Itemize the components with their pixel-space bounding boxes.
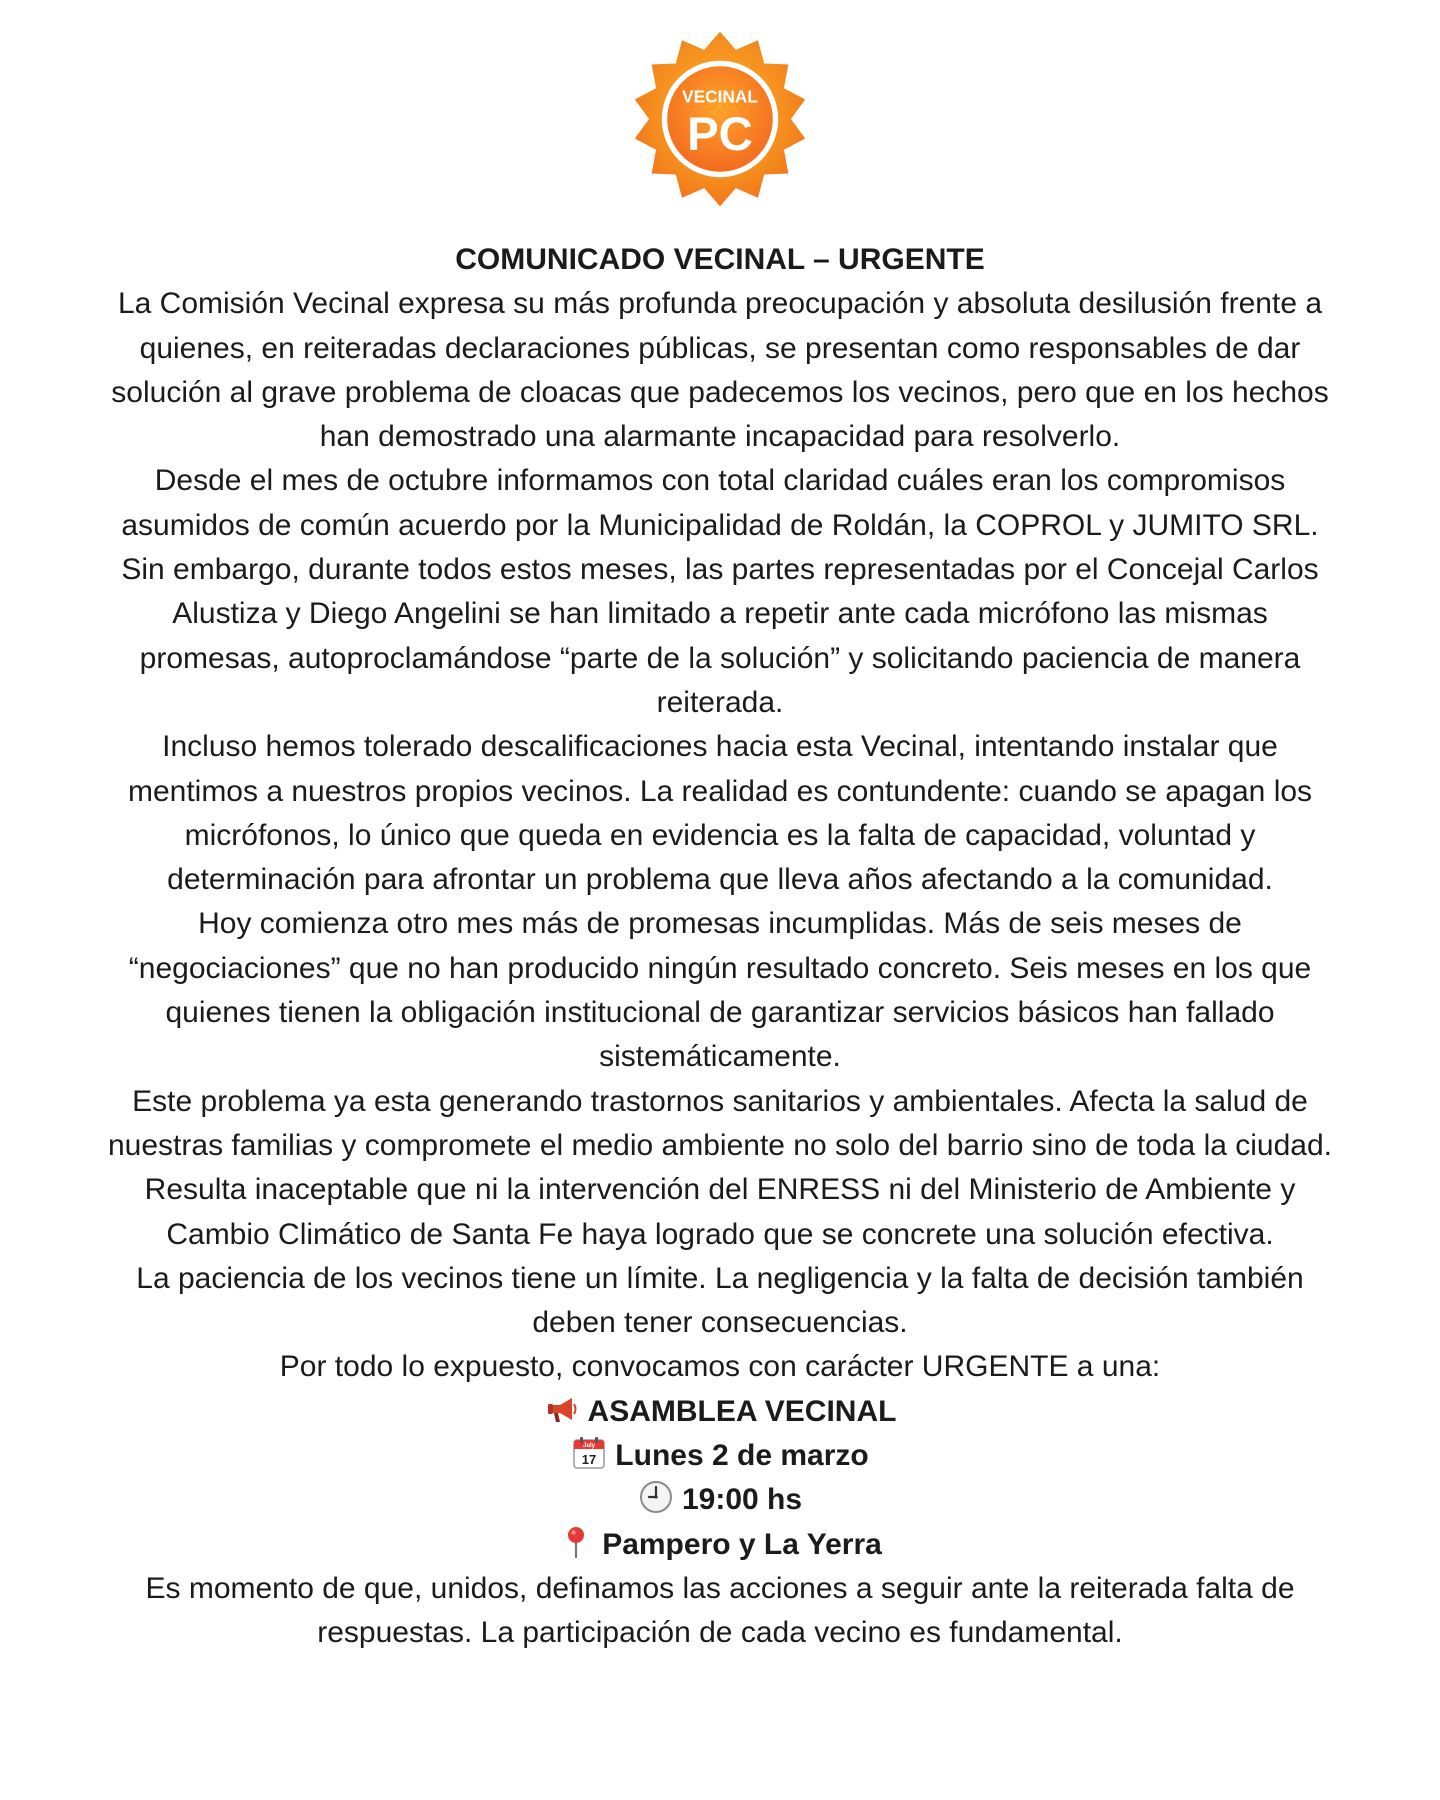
paragraph-3: Incluso hemos tolerado descalificaciones hacia esta Vecinal, intentando instalar que mentimos a nuestros propios vecinos. La realidad es contundente: cuando se apagan los micrófonos, lo único que queda en evidencia es la falta de capacidad, voluntad y determinación para afrontar un problema que lleva años afectando a la comunidad. [127,730,1313,897]
paragraph-7: Por todo lo expuesto, convocamos con carácter URGENTE a una: [279,1350,1161,1384]
megaphone-icon [544,1391,580,1427]
event-name: ASAMBLEA VECINAL [587,1394,897,1428]
event-name-line [100,1390,1340,1434]
communique [100,238,1340,1656]
event-place: Pampero y La Yerra [602,1527,882,1561]
calendar-day-text: 17 [582,1452,597,1468]
closing-paragraph: Es momento de que, unidos, definamos las acciones a seguir ante la reiterada falta de respuestas. La participación de cada vecino es fundamental. [145,1571,1295,1650]
paragraph-4: Hoy comienza otro mes más de promesas incumplidas. Más de seis meses de “negociaciones” que no han producido ningún resultado concreto. Seis meses en los que quienes tienen la obligación institucional de garantizar servicios básicos han fallado sistemáticamente. [128,907,1312,1074]
communique-title: COMUNICADO VECINAL – URGENTE [455,243,985,276]
event-time: 19:00 hs [681,1483,803,1517]
pin-icon [558,1524,594,1560]
event-date-line [100,1434,1340,1478]
logo-main-text: PC [687,107,753,161]
calendar-month-text: July [583,1443,596,1450]
paragraph-1: La Comisión Vecinal expresa su más profunda preocupación y absoluta desilusión frente a quienes, en reiteradas declaraciones públicas, se presentan como responsables de dar solución al grave problema de cloacas que padecemos los vecinos, pero que en los hechos han demostrado una alarmante incapacidad para resolverlo. [111,287,1329,454]
event-time-line [100,1478,1340,1522]
event-place-line [100,1523,1340,1567]
logo-top-text: VECINAL [682,86,758,107]
paragraph-6: La paciencia de los vecinos tiene un límite. La negligencia y la falta de decisión también deben tener consecuencias. [136,1261,1304,1340]
calendar-icon [571,1435,607,1471]
clock-icon [638,1479,674,1515]
vecinal-pc-logo [629,28,811,210]
vecinal-pc-logo-graphic [629,28,811,210]
paragraph-5: Este problema ya esta generando trastornos sanitarios y ambientales. Afecta la salud de nuestras familias y compromete el medio ambiente no solo del barrio sino de toda la ciudad. Resulta inaceptable que ni la intervención del ENRESS ni del Ministerio de Ambiente y Cambio Climático de Santa Fe haya logrado que se concrete una solución efectiva. [108,1084,1332,1251]
event-date: Lunes 2 de marzo [615,1439,869,1473]
paragraph-2: Desde el mes de octubre informamos con total claridad cuáles eran los compromisos asumidos de común acuerdo por la Municipalidad de Roldán, la COPROL y JUMITO SRL. Sin embargo, durante todos estos meses, las partes representadas por el Concejal Carlos Alustiza y Diego Angelini se han limitado a repetir ante cada micrófono las mismas promesas, autoproclamándose “parte de la solución” y solicitando paciencia de manera reiterada. [121,464,1319,719]
